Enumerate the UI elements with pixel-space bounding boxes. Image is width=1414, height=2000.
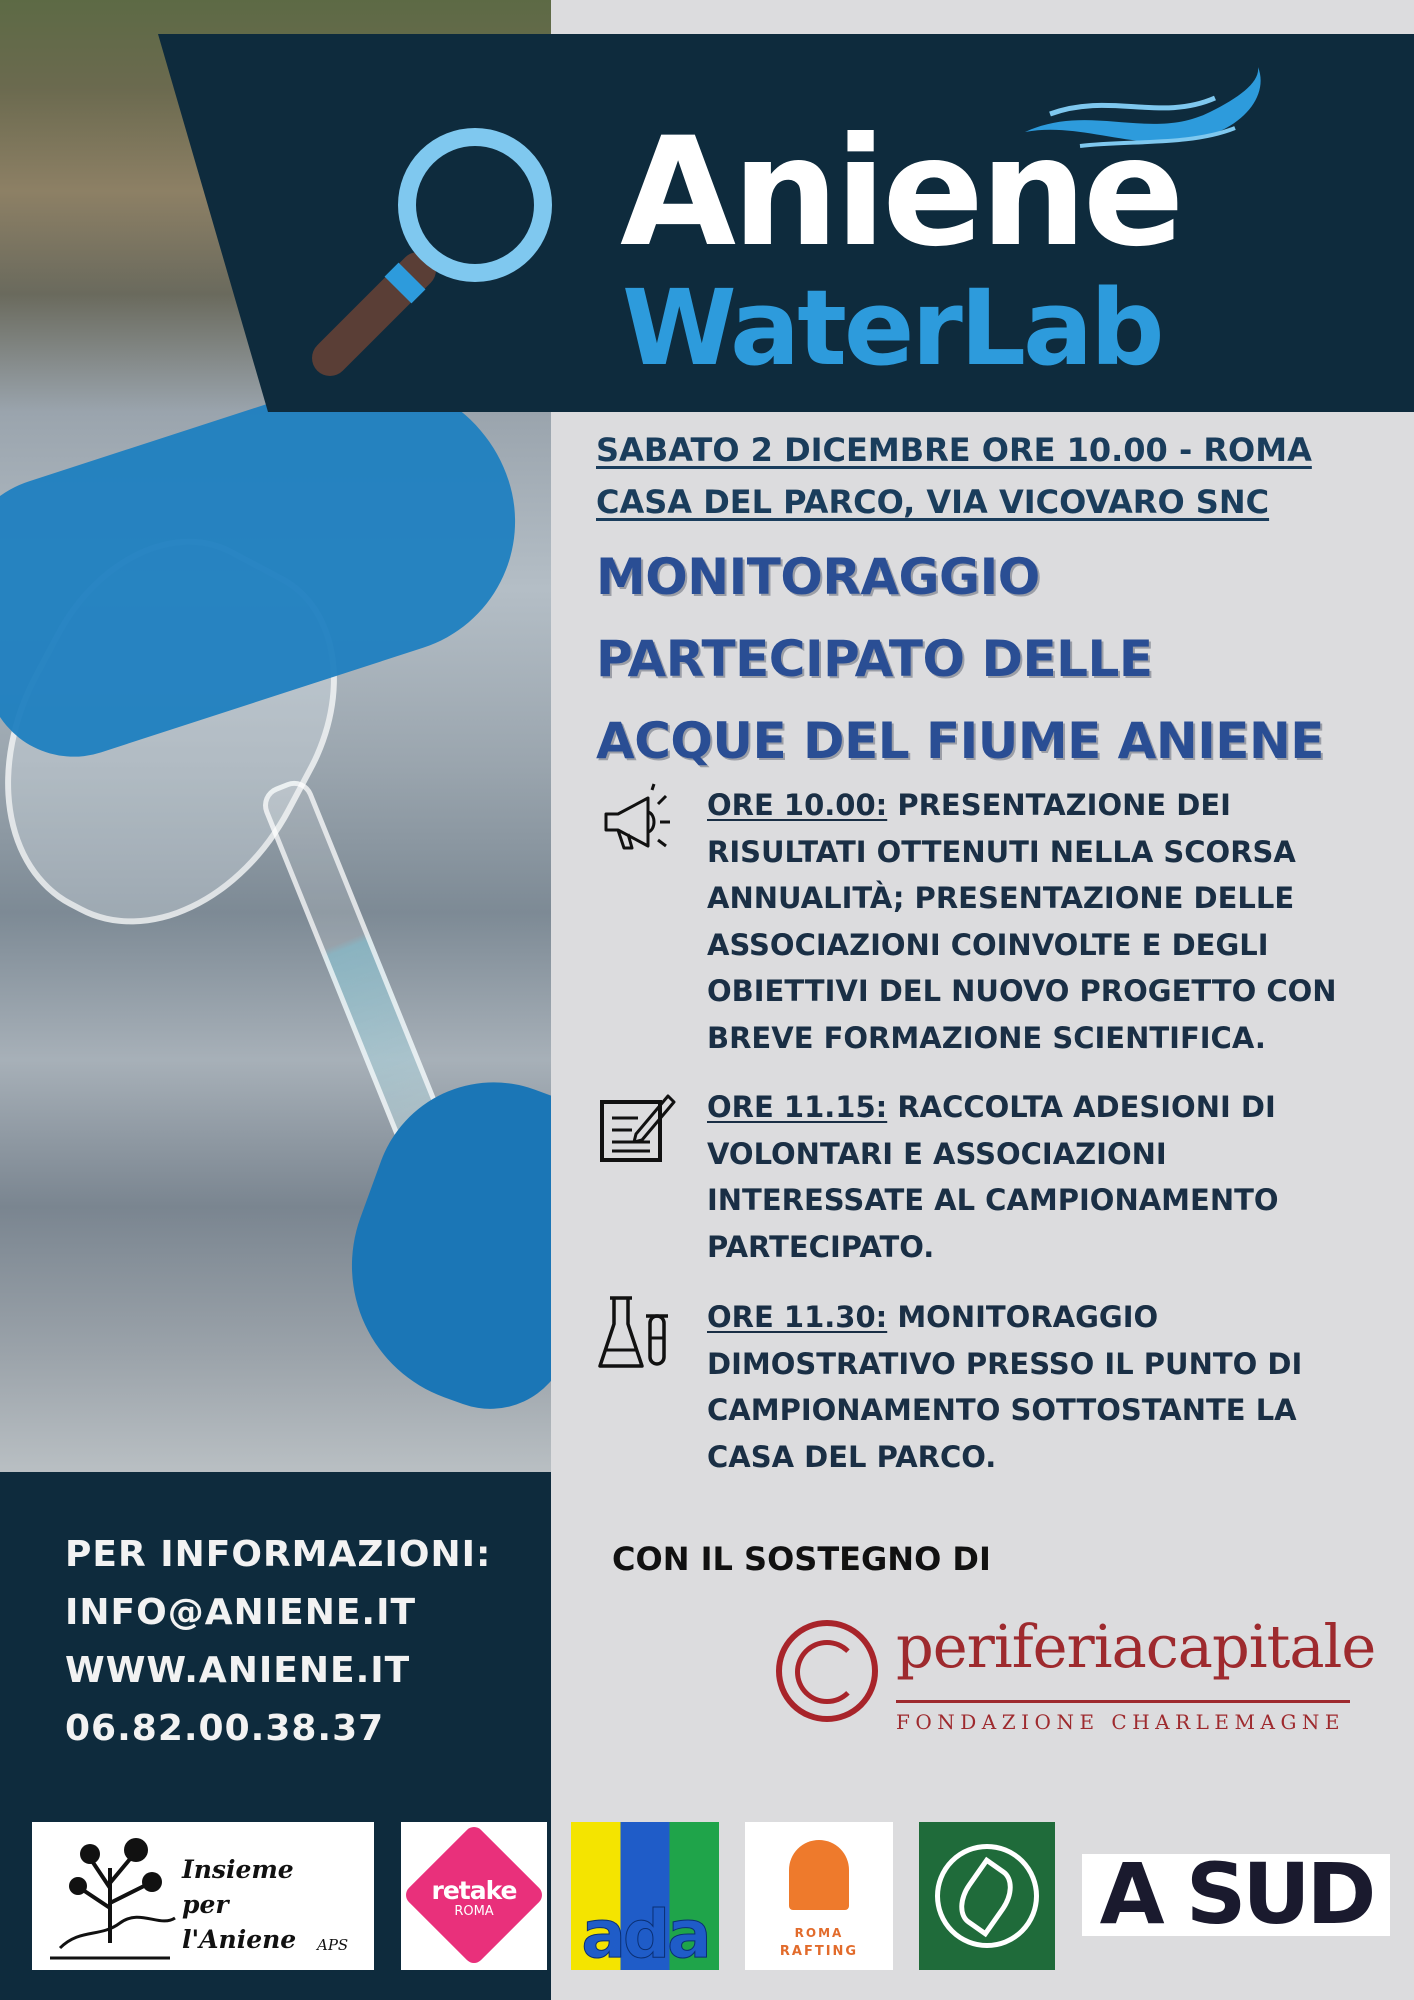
retake-roma-logo [401,1822,547,1970]
contact-label: PER INFORMAZIONI: [65,1534,492,1575]
event-title-line: MONITORAGGIO [596,548,1040,606]
sponsor-divider [896,1700,1350,1703]
schedule-text [707,782,1387,1061]
insieme-name [182,1852,296,1957]
contact-email[interactable]: INFO@ANIENE.IT [65,1592,417,1633]
retake-name: retake [431,1876,517,1905]
gloved-hand-lower [313,1049,551,1432]
schedule-item [596,1084,1386,1274]
schedule-time: ORE 10.00: [707,788,888,822]
insieme-line: per [182,1890,229,1919]
a-sud-logo [1082,1845,1390,1943]
insieme-aps: APS [317,1936,349,1954]
contact-phone[interactable]: 06.82.00.38.37 [65,1708,385,1749]
schedule-item [596,782,1386,1062]
sponsor-label: CON IL SOSTEGNO DI [612,1540,991,1578]
form-icon [596,1088,676,1168]
schedule-description: MONITORAGGIO DIMOSTRATIVO PRESSO IL PUNTO DI CAMPIONAMENTO SOTTOSTANTE LA CASA DEL PARCO. [707,1300,1303,1474]
event-venue: CASA DEL PARCO, VIA VICOVARO SNC [596,483,1270,521]
a-sud-name: A SUD [1099,1845,1373,1943]
schedule-text [707,1294,1387,1480]
schedule-text [707,1084,1387,1270]
event-title-line: ACQUE DEL FIUME ANIENE [596,712,1324,770]
schedule-time: ORE 11.15: [707,1090,888,1124]
leaf-association-logo [919,1822,1055,1970]
sponsor-name: periferiacapitale [896,1612,1376,1681]
roma-rafting-logo [745,1822,893,1970]
contact-website[interactable]: WWW.ANIENE.IT [65,1650,411,1691]
event-title-line: PARTECIPATO DELLE [596,630,1153,688]
event-date: SABATO 2 DICEMBRE ORE 10.00 - ROMA [596,431,1312,469]
schedule-description: RACCOLTA ADESIONI DI VOLONTARI E ASSOCIAZIONI INTERESSATE AL CAMPIONAMENTO PARTECIPATO. [707,1090,1279,1264]
rafting-name: RAFTING [779,1944,859,1959]
banner-top-strip [551,0,1414,34]
sponsor-subtitle: FONDAZIONE CHARLEMAGNE [896,1710,1346,1734]
logo-title: Aniene [620,106,1181,280]
schedule-description: PRESENTAZIONE DEI RISULTATI OTTENUTI NELLA SCORSA ANNUALITÀ; PRESENTAZIONE DELLE ASSOCIAZIONI COINVOLTE E DEGLI OBIETTIVI DEL NUOVO PROGETTO CON BREVE FORMAZIONE SCIENTIFICA. [707,788,1337,1055]
rafting-city: ROMA [794,1926,844,1940]
ada-logo [571,1822,719,1973]
dome-icon [789,1840,849,1910]
schedule-time: ORE 11.30: [707,1300,888,1334]
tree-icon [40,1828,180,1964]
schedule-item [596,1294,1386,1484]
lab-flask-icon [596,1294,676,1374]
megaphone-icon [596,782,676,862]
insieme-line: l'Aniene [182,1925,297,1954]
insieme-line: Insieme [182,1855,294,1884]
contact-info [65,1526,491,1758]
event-date-location [596,424,1386,528]
logo-subtitle: WaterLab [622,267,1162,389]
insieme-per-aniene-logo [32,1822,374,1970]
magnifier-icon [300,120,570,380]
retake-city: ROMA [454,1904,494,1919]
periferia-capitale-logo-inner [795,1640,859,1704]
ada-name: ada [581,1896,709,1973]
event-title [596,536,1396,782]
